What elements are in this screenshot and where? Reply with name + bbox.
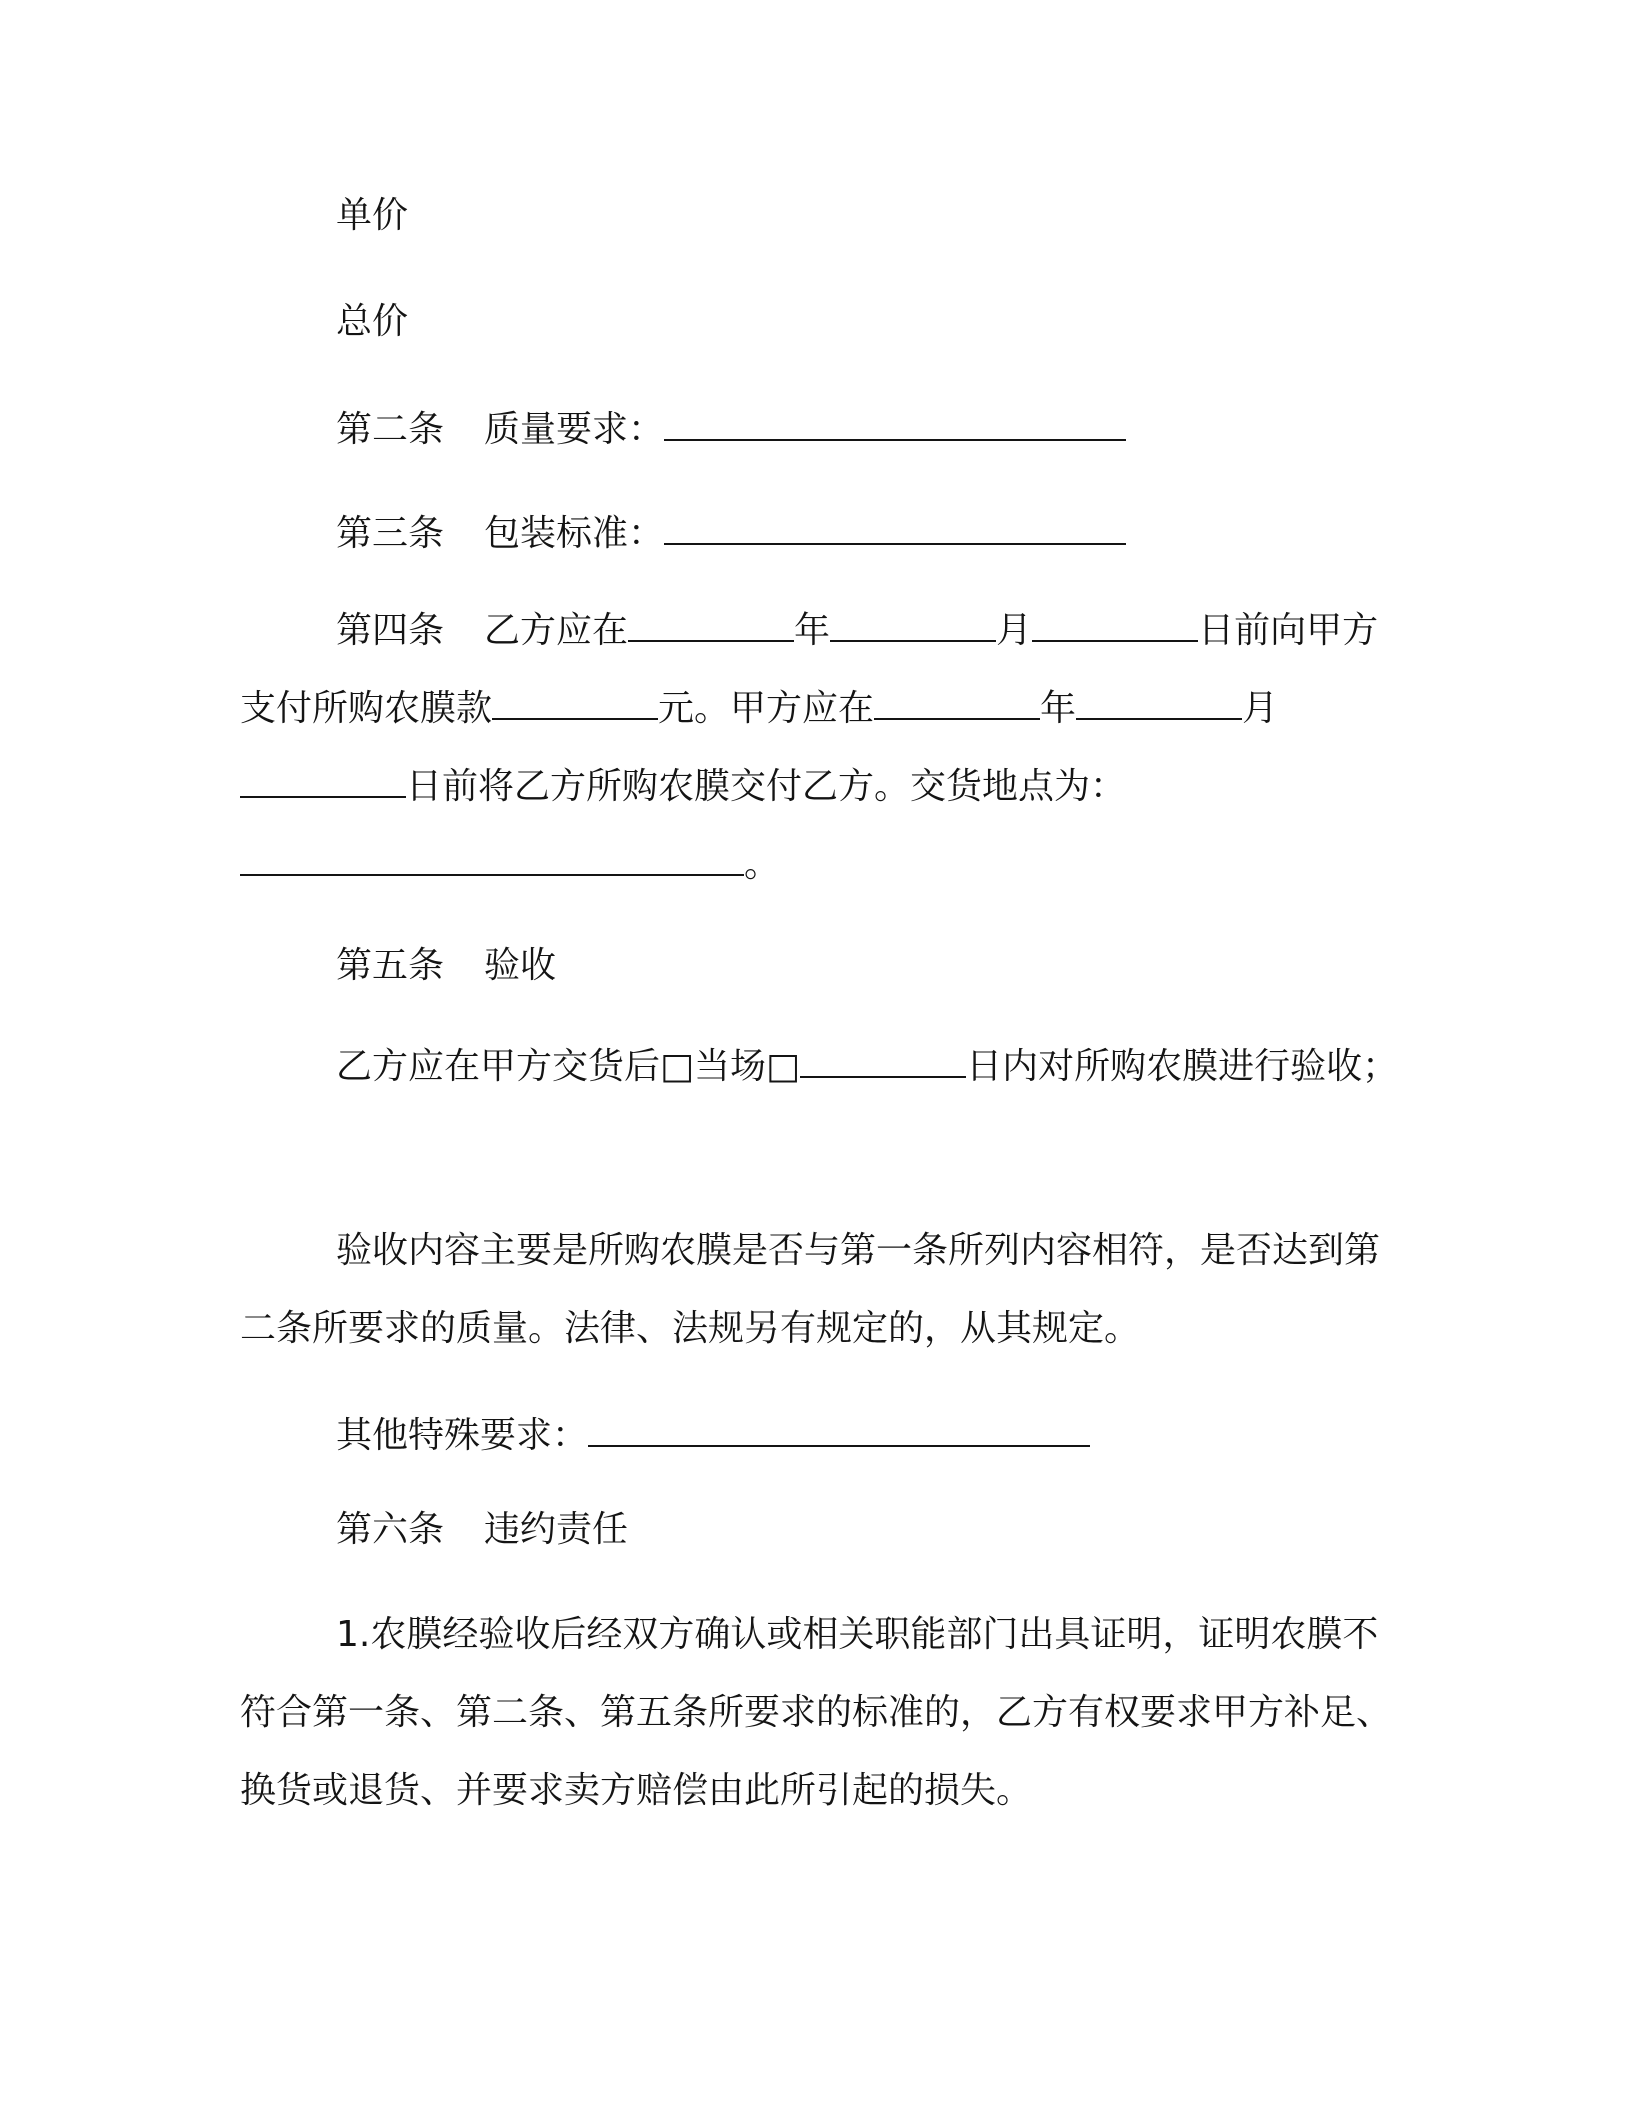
- article-4-text-4: 日前将乙方所购农膜交付乙方。交货地点为：: [406, 766, 1127, 807]
- on-site-label: 当场: [694, 1046, 767, 1087]
- article-5-label: 验收: [484, 945, 557, 986]
- article-2-line: [240, 400, 1400, 460]
- liability-clause-1: 1.农膜经验收后经双方确认或相关职能部门出具证明，证明农膜不符合第一条、第二条、第五条所要求的标准的，乙方有权要求甲方补足、换货或退货、并要求卖方赔偿由此所引起的损失。: [240, 1614, 1393, 1811]
- other-requirements-line: [240, 1406, 1400, 1466]
- article-5-title: 第五条: [336, 945, 445, 986]
- article-5-line: [240, 936, 1400, 996]
- month-label-2: 月: [1242, 688, 1279, 729]
- payment-amount-blank[interactable]: [492, 684, 658, 720]
- other-requirements-blank[interactable]: [588, 1411, 1090, 1447]
- unit-price-line: [240, 186, 1400, 246]
- on-site-checkbox[interactable]: □: [660, 1046, 695, 1087]
- article-4-text-3: 元。甲方应在: [658, 688, 875, 729]
- delivery-day-blank[interactable]: [240, 762, 406, 798]
- article-4-title: 第四条: [336, 610, 445, 651]
- payment-year-blank[interactable]: [628, 606, 794, 642]
- payment-month-blank[interactable]: [830, 606, 996, 642]
- inspection-content-paragraph: 验收内容主要是所购农膜是否与第一条所列内容相符，是否达到第二条所要求的质量。法律、法规另有规定的，从其规定。: [240, 1230, 1381, 1349]
- inspection-text-1: 乙方应在甲方交货后: [336, 1046, 661, 1087]
- delivery-year-blank[interactable]: [874, 684, 1040, 720]
- packaging-standard-blank[interactable]: [664, 509, 1126, 545]
- article-4-text-1: 乙方应在: [484, 610, 629, 651]
- delivery-month-blank[interactable]: [1076, 684, 1242, 720]
- year-label: 年: [794, 610, 831, 651]
- article-6-label: 违约责任: [484, 1509, 629, 1550]
- inspection-timing-paragraph: [240, 1028, 1400, 1106]
- article-2-label: 质量要求：: [484, 409, 665, 450]
- article-3-label: 包装标准：: [484, 513, 665, 554]
- days-checkbox[interactable]: □: [766, 1046, 801, 1087]
- inspection-text-2: 日内对所购农膜进行验收；: [966, 1046, 1399, 1087]
- month-label: 月: [996, 610, 1033, 651]
- article-6-line: [240, 1500, 1400, 1560]
- article-3-title: 第三条: [336, 513, 445, 554]
- total-price-line: [240, 292, 1400, 352]
- payment-day-blank[interactable]: [1032, 606, 1198, 642]
- year-label-2: 年: [1040, 688, 1077, 729]
- article-4-text-2: 日前向甲方支付所购农膜款: [240, 610, 1379, 729]
- article-2-title: 第二条: [336, 409, 445, 450]
- inspection-days-blank[interactable]: [800, 1042, 966, 1078]
- article-6-title: 第六条: [336, 1509, 445, 1550]
- other-requirements-label: 其他特殊要求：: [336, 1415, 589, 1456]
- article-3-line: [240, 504, 1400, 564]
- article-4-text-5: 。: [744, 844, 781, 885]
- unit-price-label: 单价: [336, 195, 409, 236]
- quality-requirement-blank[interactable]: [664, 405, 1126, 441]
- total-price-label: 总价: [336, 301, 409, 342]
- article-4-paragraph: [240, 592, 1400, 904]
- delivery-location-blank[interactable]: [240, 840, 744, 876]
